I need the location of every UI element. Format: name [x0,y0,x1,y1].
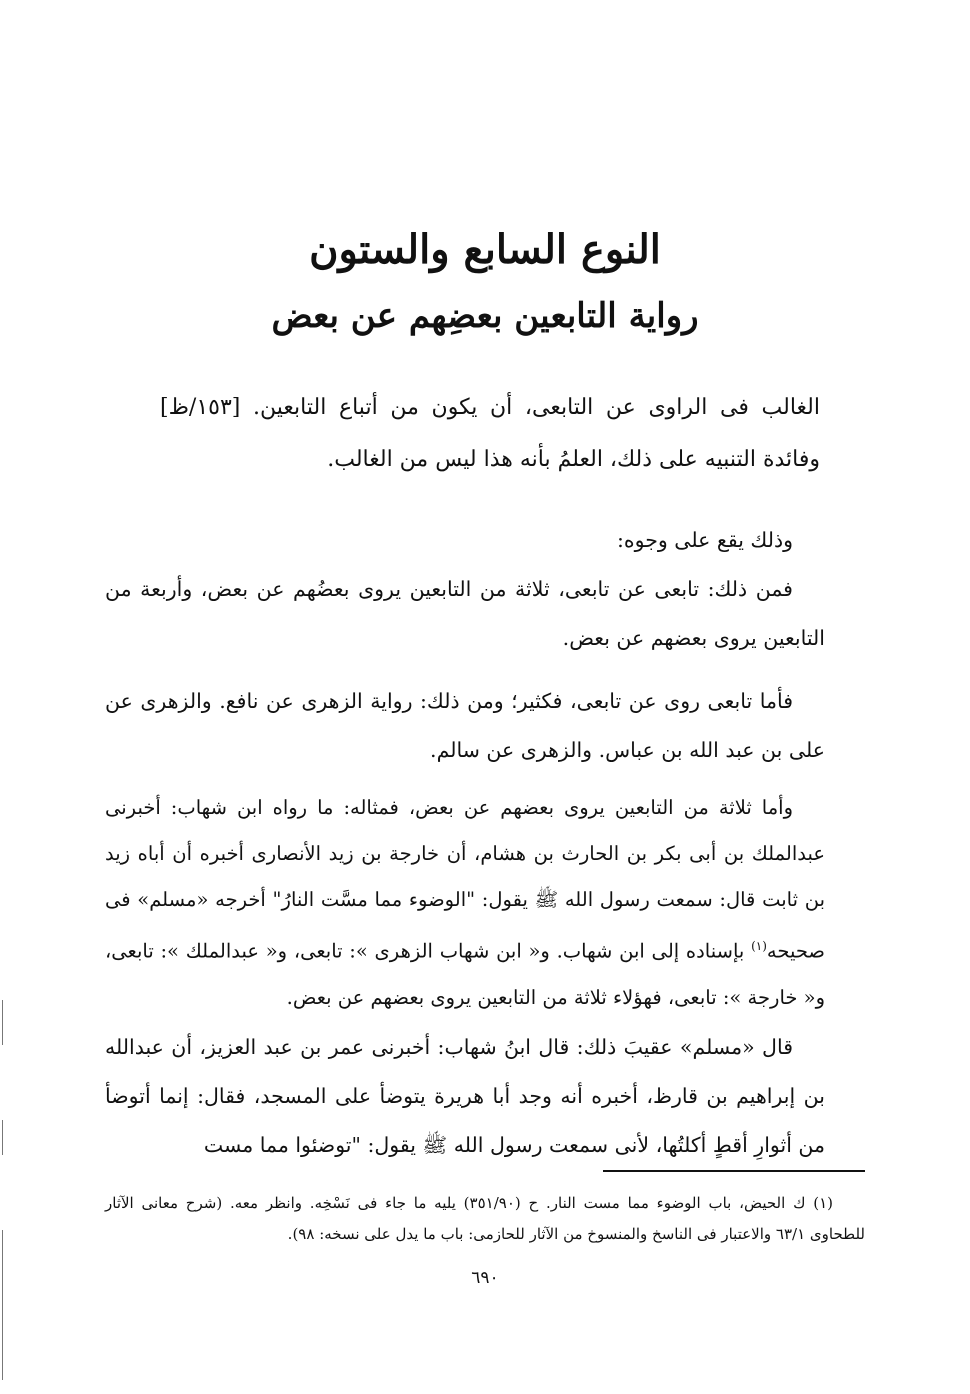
three-tabiin-paragraph [105,785,825,1021]
scan-edge-mark [2,1230,3,1380]
page-number: ٦٩٠ [471,1268,499,1288]
scan-edge-mark [2,1000,3,1045]
ways-intro-line: وذلك يقع على وجوه: [616,528,793,552]
three-tabiin-text-part2: بإسناده إلى ابن شهاب. و« ابن شهاب الزهرى »: تابعى، و« عبدالملك »: تابعى، و« خارجة »: تابعى، فهؤلاء ثلاثة من التابعين يروى بعضهم عن بعض. [105,939,825,1009]
tabii-from-tabii-paragraph: فأما تابعى روى عن تابعى، فكثير؛ ومن ذلك: رواية الزهرى عن نافع. والزهرى عن على بن عبد الله بن عباس. والزهرى عن سالم. [105,689,825,762]
muslim-narration-paragraph: قال «مسلم» عقيبَ ذلك: قال ابنُ شهاب: أخبرنى عمر بن عبد العزيز، أن عبدالله بن إبراهيم بن قارظ، أخبره أنه وجد أبا هريرة يتوضأ على المسجد، فقال: إنما أتوضأ من أثوارِ أقطٍ أكلتُها، لأنى سمعت رسول الله ﷺ يقول: "توضئوا مما مست [105,1035,825,1157]
intro-paragraph: الغالب فى الراوى عن التابعى، أن يكون من أتباع التابعين. [١٥٣/ظ] وفائدة التنبيه على ذلك، العلمُ بأنه هذا ليس من الغالب. [160,395,820,472]
ways-paragraph [105,516,825,663]
chapter-subtitle: رواية التابعين بعضِهم عن بعض [271,296,699,336]
footnote-divider [603,1170,865,1172]
footnote-reference-1: (١) [751,939,767,953]
three-tabiin-text-part1: وأما ثلاثة من التابعين يروى بعضهم عن بعض، فمثاله: ما رواه ابن شهاب: أخبرنى عبدالملك بن أبى بكر بن الحارث بن هشام، أن خارجة بن زيد الأنصارى أخبره أن أباه زيد بن ثابت قال: سمعت رسول الله ﷺ يقول: "الوضوء مما مسَّت النارُ" أخرجه «مسلم» فى صحيحه [105,796,825,963]
footnote: (١) ك الحيض، باب الوضوء مما مست النار. ح (٣٥١/٩٠) يليه ما جاء فى نَسْخِه. وانظر معه. (شرح معانى الآثار للطحاوى ٦٣/١ والاعتبار فى الناسخ والمنسوخ من الآثار للحازمى: باب ما يدل على نسخه: ٩٨). [105,1194,865,1243]
chapter-title: النوع السابع والستون [309,226,661,273]
ways-first-case: فمن ذلك: تابعى عن تابعى، ثلاثة من التابعين يروى بعضُهم عن بعض، وأربعة من التابعين يروى بعضهم عن بعض. [105,577,825,650]
scan-edge-mark [2,1120,3,1155]
